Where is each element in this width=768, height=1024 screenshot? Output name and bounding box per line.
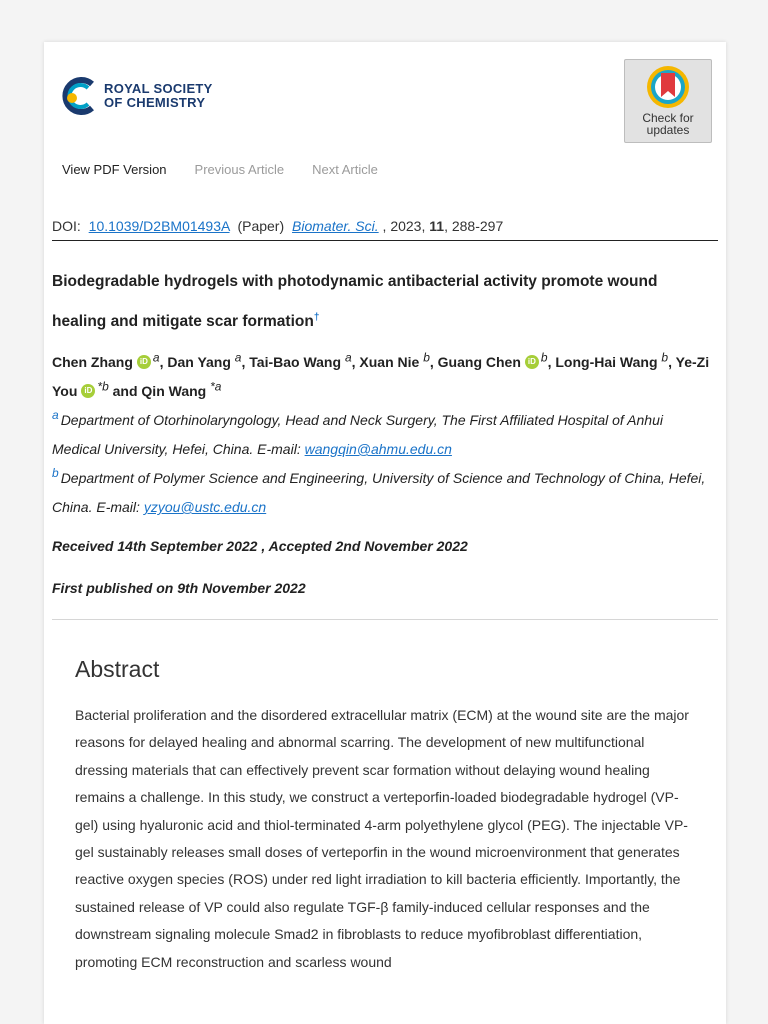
logo-line-2: OF CHEMISTRY xyxy=(104,95,206,110)
affiliations xyxy=(52,406,712,522)
author-separator: , xyxy=(429,354,438,370)
abstract-heading: Abstract xyxy=(75,656,160,682)
affiliation-marker[interactable]: b xyxy=(423,350,430,365)
view-pdf-link[interactable]: View PDF Version xyxy=(62,162,167,177)
author-separator: , xyxy=(668,354,676,370)
previous-article-link[interactable]: Previous Article xyxy=(194,162,285,177)
orcid-icon[interactable]: iD xyxy=(137,355,151,369)
affiliation-marker[interactable]: *a xyxy=(210,379,222,394)
affiliation-email-link[interactable]: yzyou@ustc.edu.cn xyxy=(143,499,267,515)
affiliation-email-link[interactable]: wangqin@ahmu.edu.cn xyxy=(304,441,452,457)
author-list xyxy=(52,348,718,406)
affiliation-marker[interactable]: a xyxy=(152,350,160,365)
check-for-updates-label xyxy=(625,112,711,136)
article-page xyxy=(44,42,726,1024)
received-accepted-date: Received 14th September 2022 , Accepted 2nd November 2022 xyxy=(52,538,468,554)
author-name[interactable]: Tai-Bao Wang xyxy=(249,354,342,370)
affiliation-marker[interactable]: b xyxy=(661,350,669,365)
section-divider xyxy=(52,619,718,620)
author-name[interactable]: Chen Zhang xyxy=(52,354,133,370)
bookmark-ribbon-icon xyxy=(644,63,692,111)
author-name[interactable]: Ye-Zi You xyxy=(52,354,710,399)
citation-volume: 11 xyxy=(429,218,445,234)
author-separator: , xyxy=(351,354,360,370)
affiliation-label: a xyxy=(52,408,59,423)
check-for-updates-button[interactable] xyxy=(624,59,712,143)
rsc-logo-icon xyxy=(62,76,98,116)
next-article-link[interactable]: Next Article xyxy=(312,162,378,177)
author-name[interactable]: Long-Hai Wang xyxy=(555,354,658,370)
author-separator: , xyxy=(241,354,250,370)
check-line-2: updates xyxy=(646,123,690,137)
affiliation-marker[interactable]: *b xyxy=(97,379,109,394)
author-name[interactable]: Qin Wang xyxy=(141,383,207,399)
check-line-1: Check for xyxy=(642,111,694,125)
orcid-icon[interactable]: iD xyxy=(525,355,539,369)
abstract-text: Bacterial proliferation and the disordered extracellular matrix (ECM) at the wound site are the major reasons for delayed healing and abnormal scarring. The development of new multifunctional dressing materials that can effectively prevent scar formation without delaying wound healing remains a challenge. In this study, we construct a verteporfin-loaded biodegradable hydrogel (VP-gel) using hyaluronic acid and thiol-terminated 4-arm polyethylene glycol (PEG). The injectable VP-gel sustainably releases small doses of verteporfin in the wound microenvironment that generates reactive oxygen species (ROS) under red light irradiation to kill bacteria efficiently. Importantly, the sustained release of VP could also regulate TGF-β family-induced cellular responses and the downstream signaling molecule Smad2 in fibroblasts to reduce myofibroblast differentiation, promoting ECM reconstruction and scarless wound xyxy=(75,707,689,970)
affiliation-a xyxy=(52,406,712,464)
affiliation-marker[interactable]: a xyxy=(234,350,242,365)
affiliation-text: Department of Polymer Science and Engineering, University of Science and Technology of China, Hefei, China. E-mail: xyxy=(52,470,706,515)
author-name[interactable]: Xuan Nie xyxy=(359,354,420,370)
doi-label: DOI: xyxy=(52,218,81,234)
logo-line-1: ROYAL SOCIETY xyxy=(104,81,213,96)
author-separator: , xyxy=(159,354,168,370)
publication-dates xyxy=(52,538,712,622)
affiliation-label: b xyxy=(52,466,59,481)
orcid-icon[interactable]: iD xyxy=(81,384,95,398)
affiliation-marker[interactable]: a xyxy=(344,350,352,365)
dagger-footnote-link[interactable]: † xyxy=(313,312,320,323)
citation-pages: , 288-297 xyxy=(444,218,504,234)
doi-link[interactable]: 10.1039/D2BM01493A xyxy=(88,218,230,234)
citation-line xyxy=(52,218,718,241)
citation-year: , 2023, xyxy=(382,218,426,234)
author-separator: and xyxy=(108,383,142,399)
article-nav xyxy=(62,162,378,177)
affiliation-marker[interactable]: b xyxy=(540,350,548,365)
rsc-logo[interactable] xyxy=(62,76,213,116)
journal-link[interactable]: Biomater. Sci. xyxy=(292,218,379,234)
affiliation-b xyxy=(52,464,712,522)
article-title-text: Biodegradable hydrogels with photodynamic antibacterial activity promote wound healing and mitigate scar formation xyxy=(52,273,658,331)
affiliation-text: Department of Otorhinolaryngology, Head and Neck Surgery, The First Affiliated Hospital of Anhui Medical University, Hefei, China. E-mail: xyxy=(52,412,663,457)
author-name[interactable]: Dan Yang xyxy=(167,354,231,370)
article-title xyxy=(52,264,702,340)
first-published-date: First published on 9th November 2022 xyxy=(52,580,306,596)
rsc-logo-text xyxy=(104,82,213,110)
author-name[interactable]: Guang Chen xyxy=(437,354,521,370)
author-separator: , xyxy=(547,354,556,370)
article-type: (Paper) xyxy=(237,218,285,234)
